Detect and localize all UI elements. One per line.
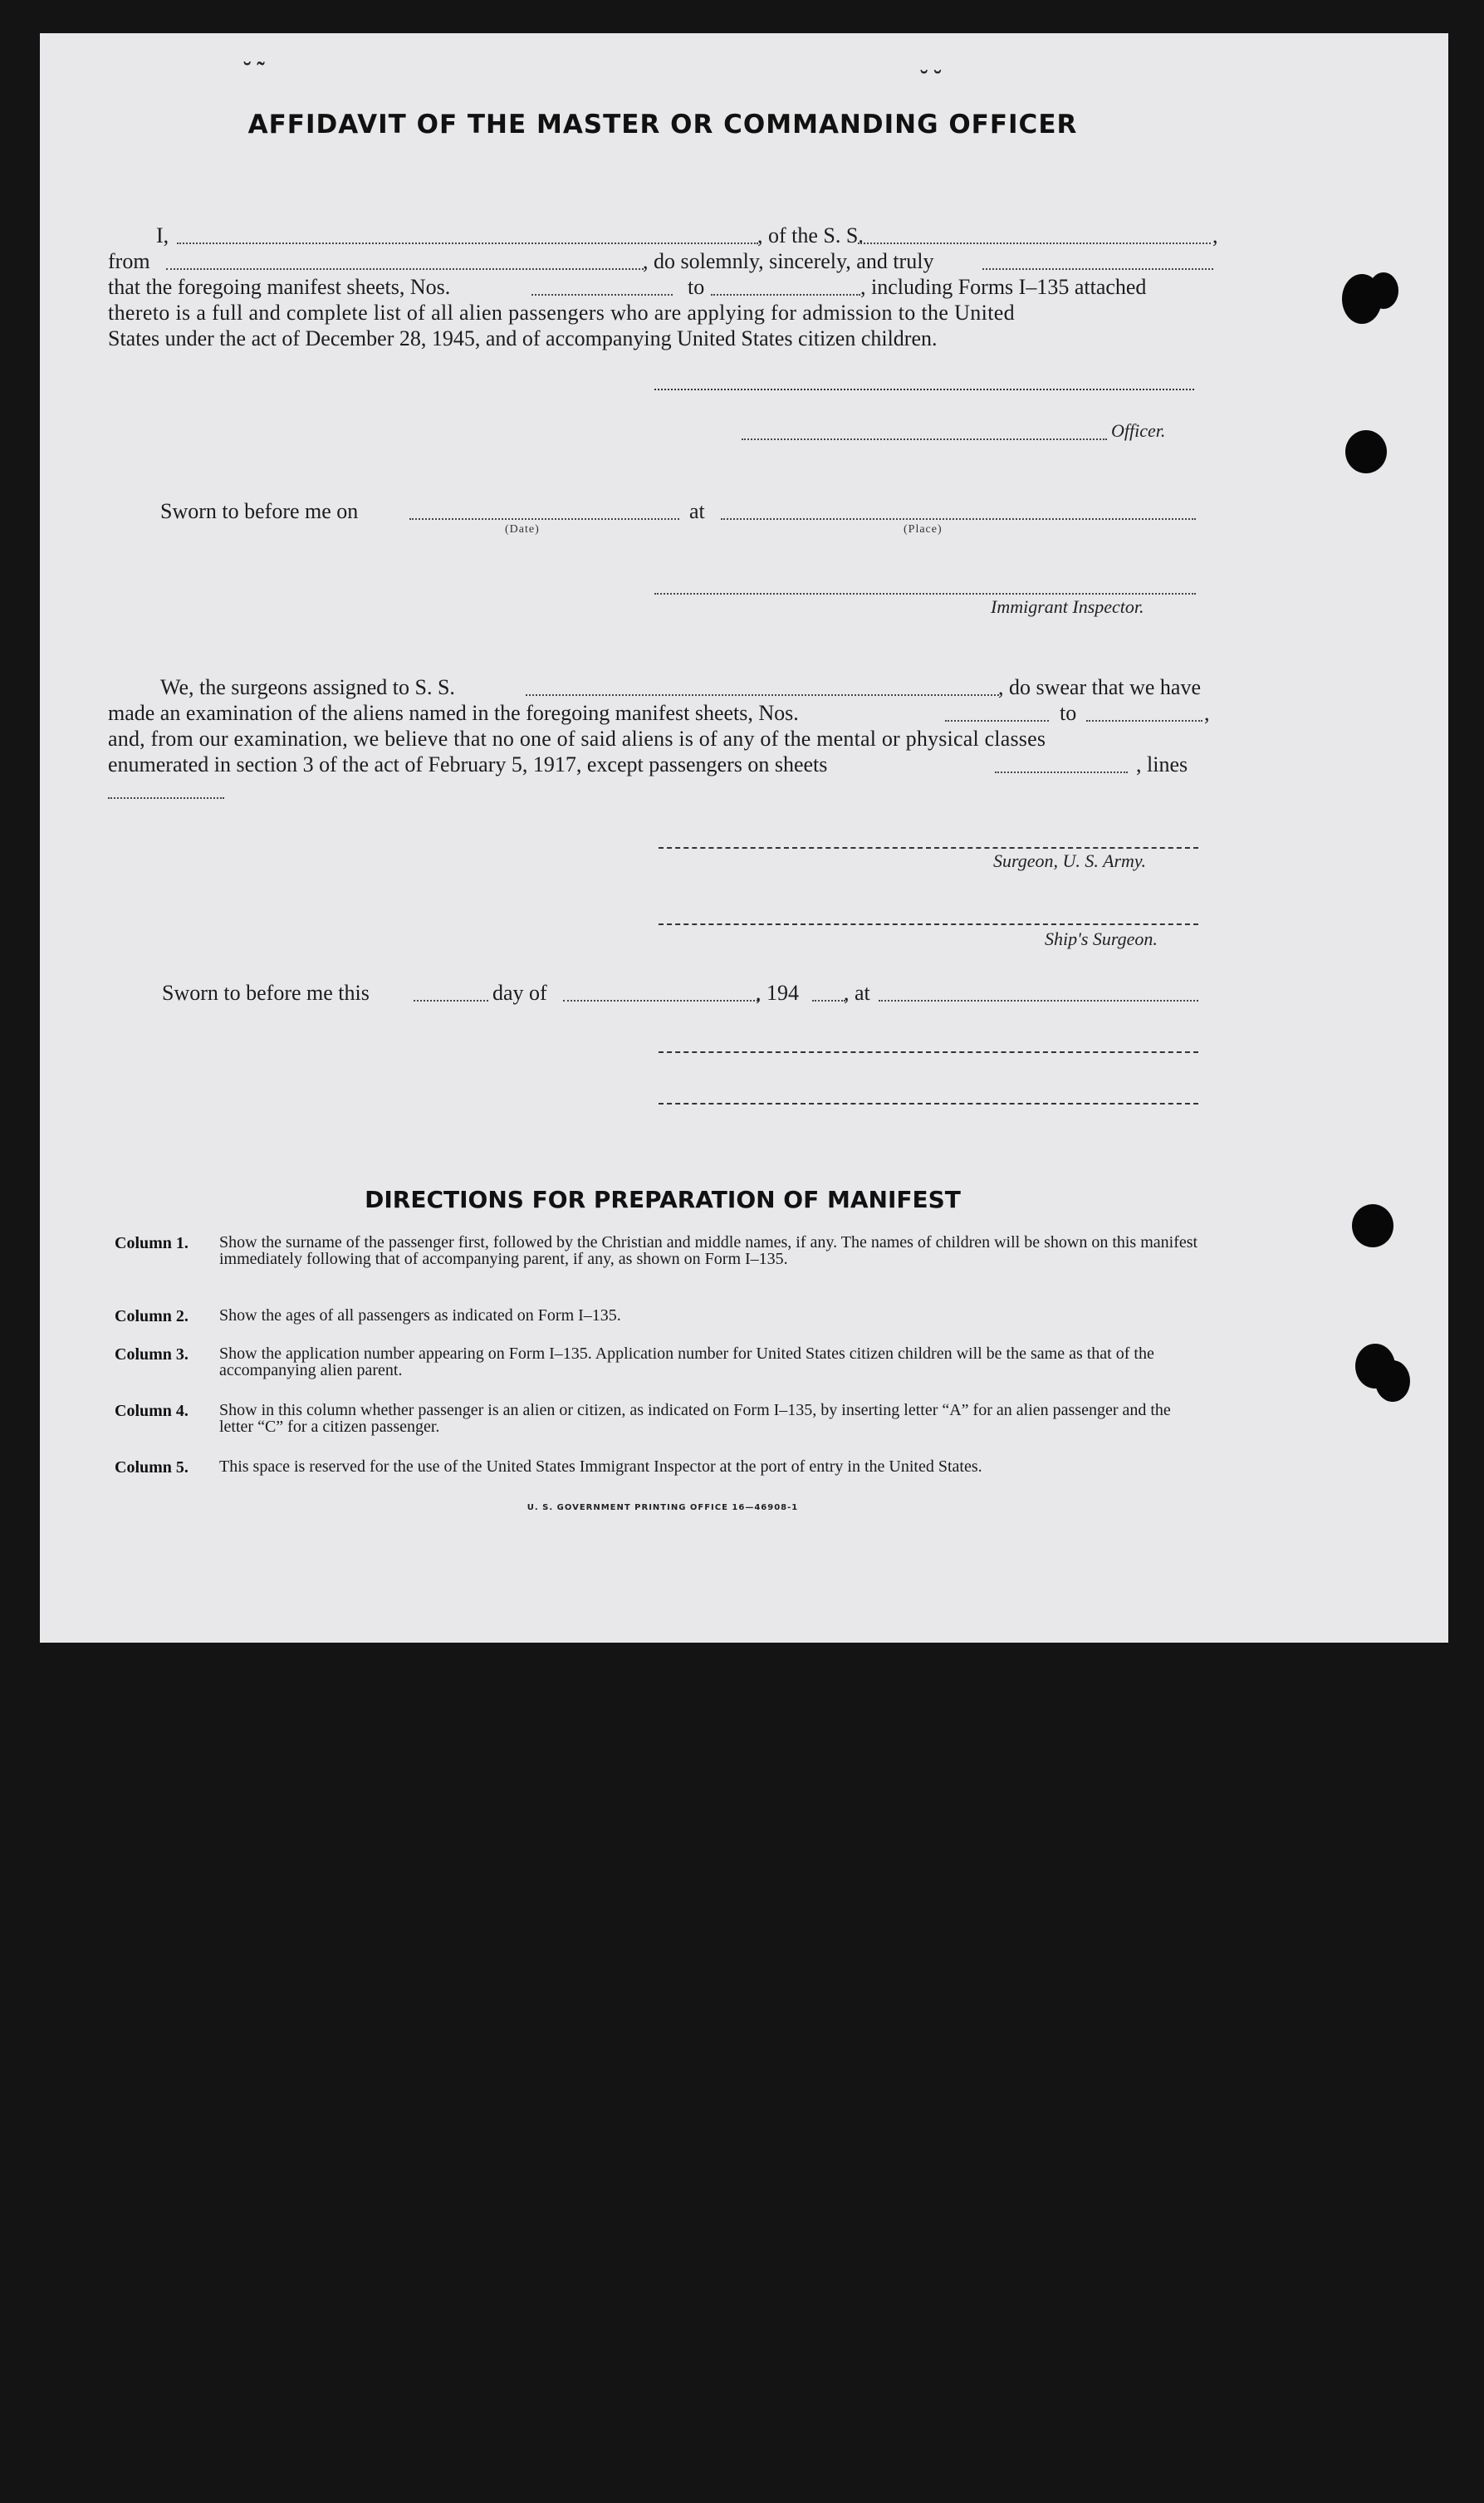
pencil-mark-left: ˘ ˜: [243, 58, 265, 84]
affidavit-line5: States under the act of December 28, 1945, and of accompanying United States citizen children.: [108, 326, 938, 350]
officer-label: Officer.: [1111, 420, 1166, 441]
surgeons-lines: , lines: [1136, 752, 1188, 776]
ship-name-field[interactable]: [858, 242, 1211, 244]
directions-title: DIRECTIONS FOR PREPARATION OF MANIFEST: [365, 1186, 961, 1213]
column-3-label: Column 3.: [115, 1345, 189, 1364]
sworn-day-field[interactable]: [414, 1000, 488, 1002]
affidavit-line4: thereto is a full and complete list of all alien passengers who are applying for admission to the United: [108, 301, 1016, 325]
surgeons-line4: enumerated in section 3 of the act of February 5, 1917, except passengers on sheets: [108, 752, 828, 776]
sworn-at: at: [689, 499, 705, 523]
ship-surgeon-label: Ship's Surgeon.: [1045, 928, 1158, 949]
surgeons-comma: ,: [1204, 701, 1210, 725]
column-5-label: Column 5.: [115, 1458, 189, 1477]
affidavit-of-ss: , of the S. S.: [757, 223, 864, 247]
column-4-text: [219, 1402, 1207, 1435]
affidavit-forms: , including Forms I–135 attached: [860, 275, 1147, 299]
column-5-text: [219, 1458, 1207, 1475]
surgeons-sheet-to[interactable]: [1086, 720, 1202, 722]
surgeons-ship-field[interactable]: [526, 694, 999, 696]
except-sheets-field[interactable]: [995, 771, 1128, 773]
sworn-before-me: Sworn to before me on: [160, 499, 359, 523]
affidavit-solemnly: , do solemnly, sincerely, and truly: [643, 249, 934, 273]
officer-signature-line[interactable]: [742, 438, 1107, 440]
army-surgeon-label: Surgeon, U. S. Army.: [993, 850, 1146, 871]
printing-office-footer: U. S. GOVERNMENT PRINTING OFFICE 16—46908-1: [527, 1503, 799, 1512]
inspector-label: Immigrant Inspector.: [991, 596, 1144, 617]
date-caption: (Date): [505, 523, 540, 536]
official-signature-line-2[interactable]: [659, 1103, 1198, 1105]
sworn-year: , 194: [756, 981, 799, 1005]
except-lines-field[interactable]: [108, 797, 224, 799]
column-2-body: Show the ages of all passengers as indicated on Form I–135.: [219, 1306, 621, 1325]
port-from-field[interactable]: [166, 268, 644, 270]
punch-hole-1b: [1369, 272, 1398, 309]
affidavit-comma: ,: [1212, 223, 1218, 247]
affidavit-from: from: [108, 249, 150, 273]
official-signature-line-1[interactable]: [659, 1051, 1198, 1053]
pencil-mark-right: ˘ ˘: [920, 66, 942, 92]
place-caption: (Place): [904, 523, 943, 536]
signature-line-1[interactable]: [654, 389, 1194, 390]
surgeons-swear: , do swear that we have: [998, 675, 1202, 699]
affidavit-title: AFFIDAVIT OF THE MASTER OR COMMANDING OFFICER: [247, 110, 1078, 140]
column-4-label: Column 4.: [115, 1402, 189, 1420]
sworn-place-field-2[interactable]: [879, 1000, 1198, 1002]
sheet-from-field[interactable]: [531, 294, 673, 296]
column-1-body: Show the surname of the passenger first, followed by the Christian and middle names, if any. The names of children will be shown on this manifest immediately following that of accompanying parent, if any, as shown on Form I–135.: [219, 1233, 1198, 1268]
sworn-date-field[interactable]: [409, 518, 679, 520]
surgeons-to: to: [1060, 701, 1077, 725]
punch-hole-2: [1345, 430, 1387, 473]
surgeons-line1: We, the surgeons assigned to S. S.: [160, 675, 455, 699]
sworn-place-field[interactable]: [721, 518, 1196, 520]
column-1-text: [219, 1234, 1207, 1267]
punch-hole-4b: [1375, 1360, 1410, 1402]
sheet-to-field[interactable]: [711, 294, 860, 296]
army-surgeon-line[interactable]: [659, 847, 1198, 849]
punch-hole-3: [1352, 1204, 1393, 1247]
column-1-label: Column 1.: [115, 1234, 189, 1252]
column-5-body: This space is reserved for the use of the United States Immigrant Inspector at the port of entry in the United States.: [219, 1457, 982, 1476]
affidavit-sheets: that the foregoing manifest sheets, Nos.: [108, 275, 451, 299]
surgeons-line3: and, from our examination, we believe that no one of said aliens is of any of the mental or physical classes: [108, 727, 1046, 751]
column-2-text: [219, 1307, 1207, 1324]
surgeons-sworn: Sworn to before me this: [162, 981, 370, 1005]
column-3-body: Show the application number appearing on Form I–135. Application number for United States citizen children will be the same as that of the accompanying alien parent.: [219, 1345, 1154, 1379]
column-2-label: Column 2.: [115, 1307, 189, 1325]
sworn-month-field[interactable]: [563, 1000, 758, 1002]
affidavit-blank-2[interactable]: [982, 268, 1213, 270]
affidavit-to: to: [688, 275, 705, 299]
sworn-day-of: day of: [492, 981, 547, 1005]
inspector-signature-line[interactable]: [654, 593, 1196, 595]
surgeons-sheet-from[interactable]: [945, 720, 1049, 722]
ship-surgeon-line[interactable]: [659, 923, 1198, 925]
master-name-field[interactable]: [177, 242, 758, 244]
column-4-body: Show in this column whether passenger is an alien or citizen, as indicated on Form I–135, by inserting letter “A” for an alien passenger and the letter “C” for a citizen passenger.: [219, 1401, 1171, 1436]
surgeons-line2: made an examination of the aliens named in the foregoing manifest sheets, Nos.: [108, 701, 799, 725]
form-sheet: [40, 33, 1448, 1643]
affidavit-i: I,: [156, 223, 169, 247]
sworn-at-2: , at: [844, 981, 870, 1005]
column-3-text: [219, 1345, 1207, 1379]
sworn-year-digit-field[interactable]: [812, 1000, 845, 1002]
